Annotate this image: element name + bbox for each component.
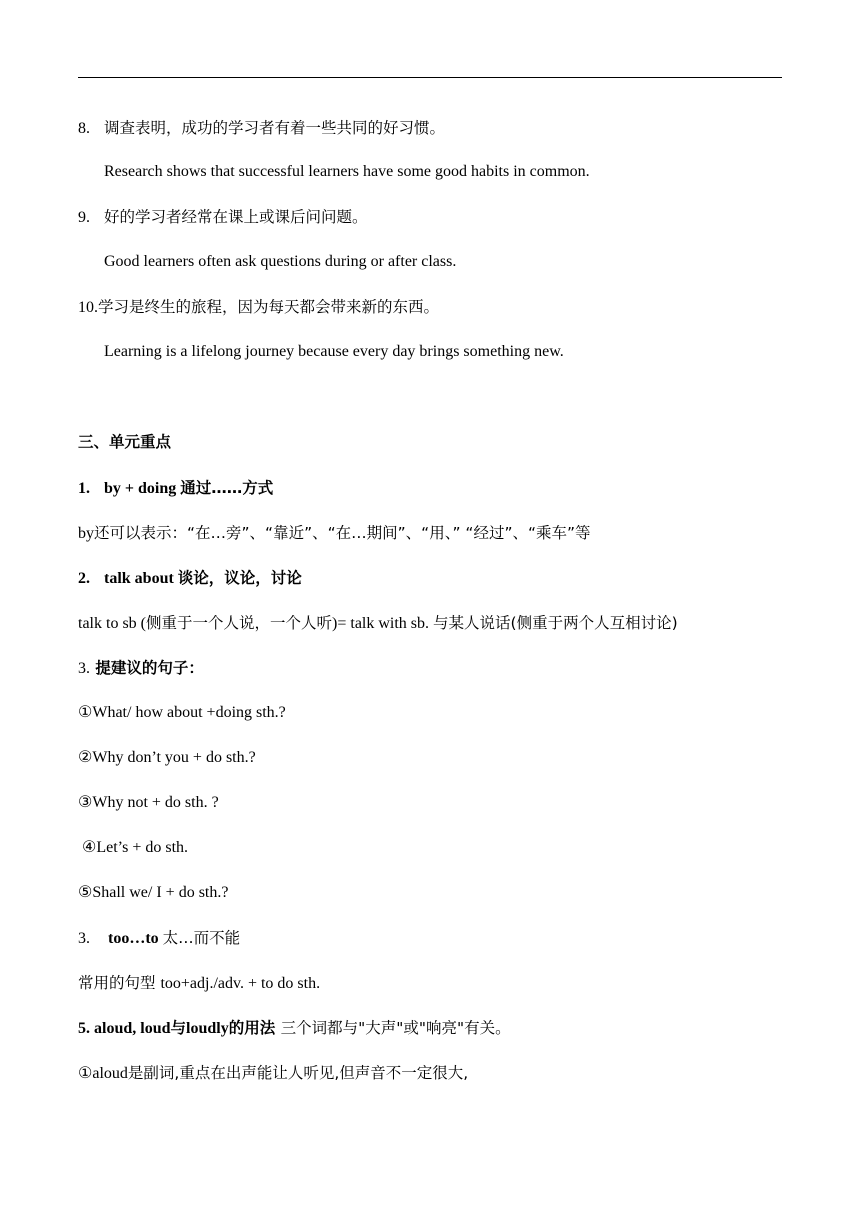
suggestion-item: ⑤Shall we/ I + do sth.? [78, 884, 229, 901]
point-5-heading: 5. aloud, loud与loudly的用法 三个词都与"大声"或"响亮"有关。 [78, 1019, 511, 1037]
point-4-heading: 3. too…to 太…而不能 [78, 929, 241, 947]
suggestion-item: ①What/ how about +doing sth.? [78, 704, 286, 721]
sentence-8-english: Research shows that successful learners have some good habits in common. [104, 163, 590, 180]
point-4-note: 常用的句型 too+adj./adv. + to do sth. [78, 974, 321, 992]
point-2-heading: 2. talk about 谈论，议论，讨论 [78, 569, 302, 587]
header-rule [78, 77, 782, 78]
suggestion-item: ④Let’s + do sth. [78, 839, 189, 856]
sentence-10-english: Learning is a lifelong journey because every day brings something new. [104, 343, 564, 360]
point-2-note: talk to sb (侧重于一个人说，一个人听)= talk with sb. 与某人说话(侧重于两个人互相讨论) [78, 614, 678, 632]
suggestion-item: ②Why don’t you + do sth.? [78, 749, 256, 766]
sentence-8-chinese: 8. 调查表明，成功的学习者有着一些共同的好习惯。 [78, 119, 446, 137]
sentence-9-english: Good learners often ask questions during or after class. [104, 253, 457, 270]
point-3-heading: 3. 提建议的句子： [78, 659, 204, 677]
point-1-heading: 1. by + doing 通过……方式 [78, 479, 274, 497]
suggestion-item: ③Why not + do sth. ? [78, 794, 219, 811]
point-1-note: by还可以表示：“在…旁”、“靠近”、“在…期间”、“用、” “经过”、“乘车”等 [78, 524, 591, 542]
point-5-note: ①aloud是副词,重点在出声能让人听见,但声音不一定很大, [78, 1064, 469, 1082]
sentence-10-chinese: 10.学习是终生的旅程，因为每天都会带来新的东西。 [78, 298, 440, 316]
sentence-9-chinese: 9. 好的学习者经常在课上或课后问问题。 [78, 208, 368, 226]
section-title: 三、单元重点 [78, 433, 172, 451]
